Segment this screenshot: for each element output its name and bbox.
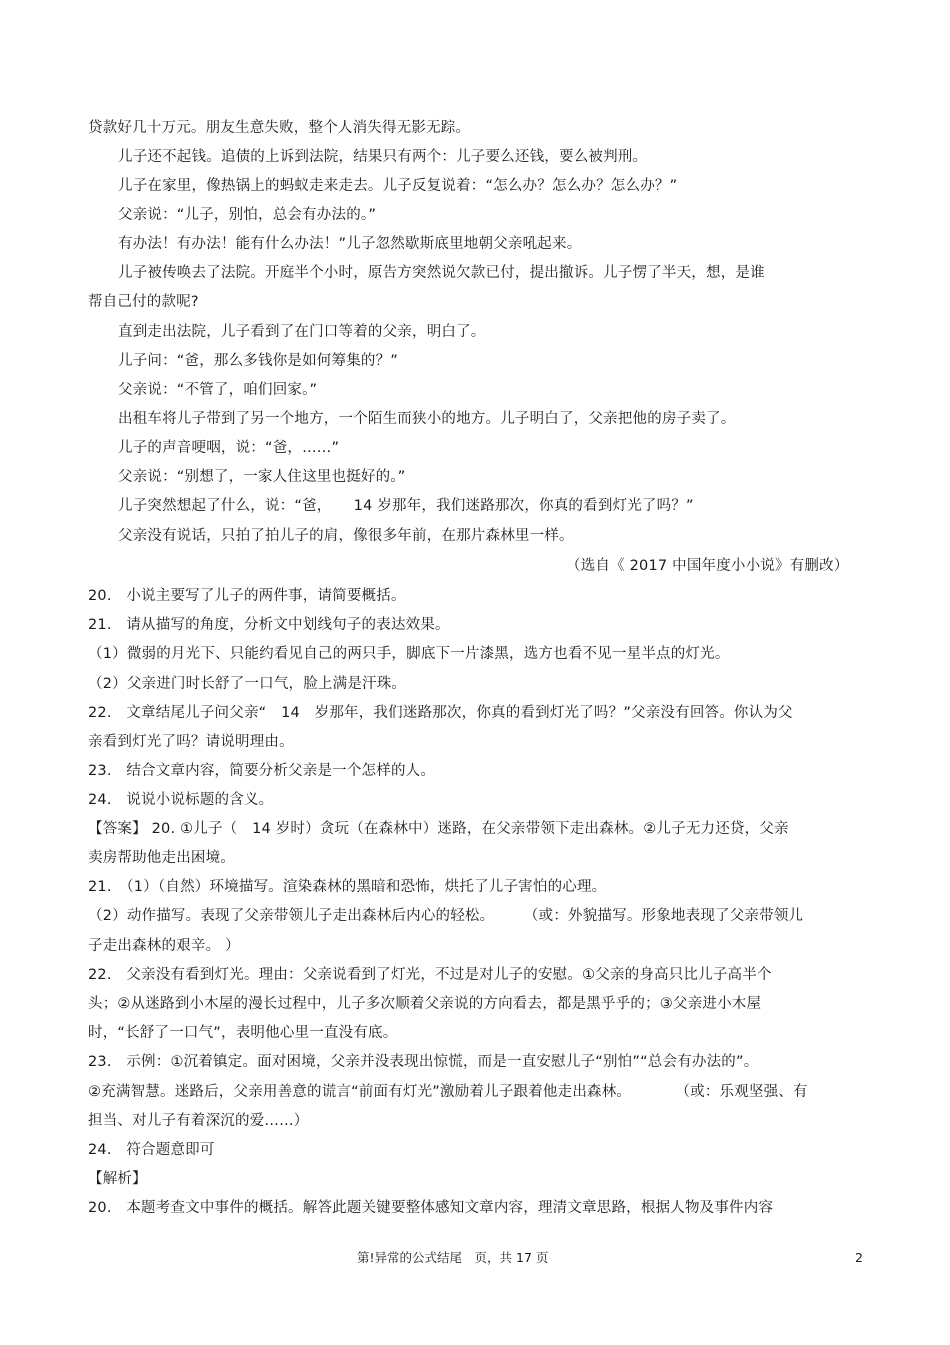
story-line: 直到走出法院，儿子看到了在门口等着的父亲，明白了。	[118, 324, 486, 340]
question-line: 22. 文章结尾儿子问父亲“ 14 岁那年，我们迷路那次，你真的看到灯光了吗？”父亲没有回答。你认为父	[88, 705, 793, 721]
analysis-line: 20. 本题考查文中事件的概括。解答此题关键要整体感知文章内容，理清文章思路，根据人物及事件内容	[88, 1200, 774, 1216]
story-line: 父亲说：“不管了，咱们回家。”	[118, 382, 318, 398]
story-line: 父亲没有说话，只拍了拍儿子的肩，像很多年前，在那片森林里一样。	[118, 528, 574, 544]
answer-line: 子走出森林的艰辛。 ）	[88, 938, 240, 954]
answer-line: （2）动作描写。表现了父亲带领儿子走出森林后内心的轻松。 （或：外貌描写。形象地表现了父亲带领儿	[88, 908, 804, 924]
story-line: 贷款好几十万元。朋友生意失败，整个人消失得无影无踪。	[88, 120, 471, 136]
story-line: 父亲说：“儿子，别怕，总会有办法的。”	[118, 207, 377, 223]
story-line: 有办法！有办法！能有什么办法！”儿子忽然歇斯底里地朝父亲吼起来。	[118, 236, 582, 252]
answer-line: ②充满智慧。迷路后，父亲用善意的谎言“前面有灯光”激励着儿子跟着他走出森林。 （或：乐观坚强、有	[88, 1084, 808, 1100]
story-line: 儿子突然想起了什么，说：“爸， 14 岁那年，我们迷路那次，你真的看到灯光了吗？”	[118, 498, 694, 514]
story-line: 儿子问：“爸，那么多钱你是如何筹集的？”	[118, 353, 399, 369]
answer-line: 23. 示例：①沉着镇定。面对困境，父亲并没表现出惊慌，而是一直安慰儿子“别怕”“总会有办法的”。	[88, 1054, 759, 1070]
answer-line: 担当、对儿子有着深沉的爱……）	[88, 1113, 309, 1129]
answer-line: 头；②从迷路到小木屋的漫长过程中，儿子多次顺着父亲说的方向看去，都是黑乎乎的；③父亲进小木屋	[88, 996, 762, 1012]
story-line: 儿子在家里，像热锅上的蚂蚁走来走去。儿子反复说着：“怎么办？怎么办？怎么办？”	[118, 178, 678, 194]
story-line: 儿子的声音哽咽，说：“爸，……”	[118, 440, 340, 456]
question-line: 23. 结合文章内容，简要分析父亲是一个怎样的人。	[88, 763, 436, 779]
story-line: 儿子还不起钱。追债的上诉到法院，结果只有两个：儿子要么还钱，要么被判刑。	[118, 149, 648, 165]
story-line: 父亲说：“别想了，一家人住这里也挺好的。”	[118, 469, 406, 485]
question-line: 20. 小说主要写了儿子的两件事，请简要概括。	[88, 588, 406, 604]
question-line: 亲看到灯光了吗？请说明理由。	[88, 734, 294, 750]
page-number: 2	[855, 1250, 863, 1265]
question-line: （1）微弱的月光下、只能约看见自己的两只手，脚底下一片漆黑，选方也看不见一星半点的灯光。	[88, 646, 730, 662]
story-line: 帮自己付的款呢?	[88, 294, 199, 310]
answer-line: 22. 父亲没有看到灯光。理由：父亲说看到了灯光，不过是对儿子的安慰。①父亲的身高只比儿子高半个	[88, 967, 772, 983]
answer-line: 卖房帮助他走出困境。	[88, 850, 235, 866]
story-line: 儿子被传唤去了法院。开庭半个小时，原告方突然说欠款已付，提出撤诉。儿子愣了半天，想，是谁	[118, 265, 765, 281]
question-line: （2）父亲进门时长舒了一口气，脸上满是汗珠。	[88, 676, 407, 692]
story-line: 出租车将儿子带到了另一个地方，一个陌生而狭小的地方。儿子明白了，父亲把他的房子卖了。	[118, 411, 736, 427]
answer-line: 【答案】 20. ①儿子（ 14 岁时）贪玩（在森林中）迷路，在父亲带领下走出森林。②儿子无力还贷，父亲	[88, 821, 789, 837]
question-line: 24. 说说小说标题的含义。	[88, 792, 274, 808]
question-line: 21. 请从描写的角度，分析文中划线句子的表达效果。	[88, 617, 450, 633]
page-footer-text: 第!异常的公式结尾 页，共 17 页	[357, 1250, 549, 1265]
answer-line: 21. （1）（自然）环境描写。渲染森林的黑暗和恐怖，烘托了儿子害怕的心理。	[88, 879, 607, 895]
answer-line: 24. 符合题意即可	[88, 1142, 215, 1158]
source-citation: （选自《 2017 中国年度小小说》有删改）	[566, 558, 849, 574]
analysis-heading: 【解析】	[88, 1171, 147, 1187]
answer-line: 时，“长舒了一口气”，表明他心里一直没有底。	[88, 1025, 398, 1041]
